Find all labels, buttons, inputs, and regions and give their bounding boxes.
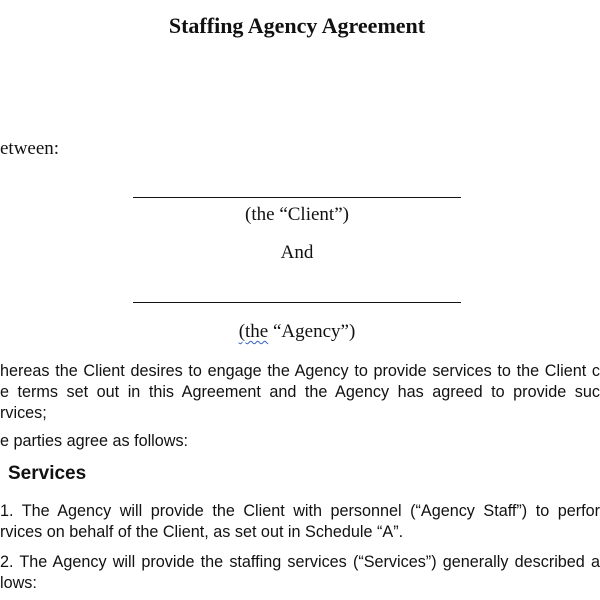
- clause-1-line: 1. The Agency will provide the Client with personnel (“Agency Staff”) to perfor: [0, 502, 600, 520]
- agreement-intro: e parties agree as follows:: [0, 432, 189, 450]
- whereas-line: hereas the Client desires to engage the Agency to provide services to the Client c: [0, 362, 600, 380]
- and-label: And: [280, 242, 314, 263]
- between-label: etween:: [0, 138, 60, 159]
- whereas-line: e terms set out in this Agreement and the Agency has agreed to provide suc: [0, 383, 600, 401]
- client-signature-line: [133, 197, 461, 198]
- client-label: (the “Client”): [245, 204, 349, 225]
- agency-signature-line: [133, 302, 461, 303]
- clause-2-line: 2. The Agency will provide the staffing services (“Services”) generally described a: [0, 553, 600, 571]
- whereas-line: rvices;: [0, 404, 47, 422]
- clause-1-line: rvices on behalf of the Client, as set out in Schedule “A”.: [0, 523, 404, 541]
- spellcheck-underlined-word[interactable]: (the: [238, 321, 269, 342]
- agency-label: (the “Agency”): [238, 321, 356, 342]
- clause-2-line: lows:: [0, 574, 37, 592]
- section-heading-services: Services: [8, 463, 87, 484]
- document-title: Staffing Agency Agreement: [168, 13, 426, 38]
